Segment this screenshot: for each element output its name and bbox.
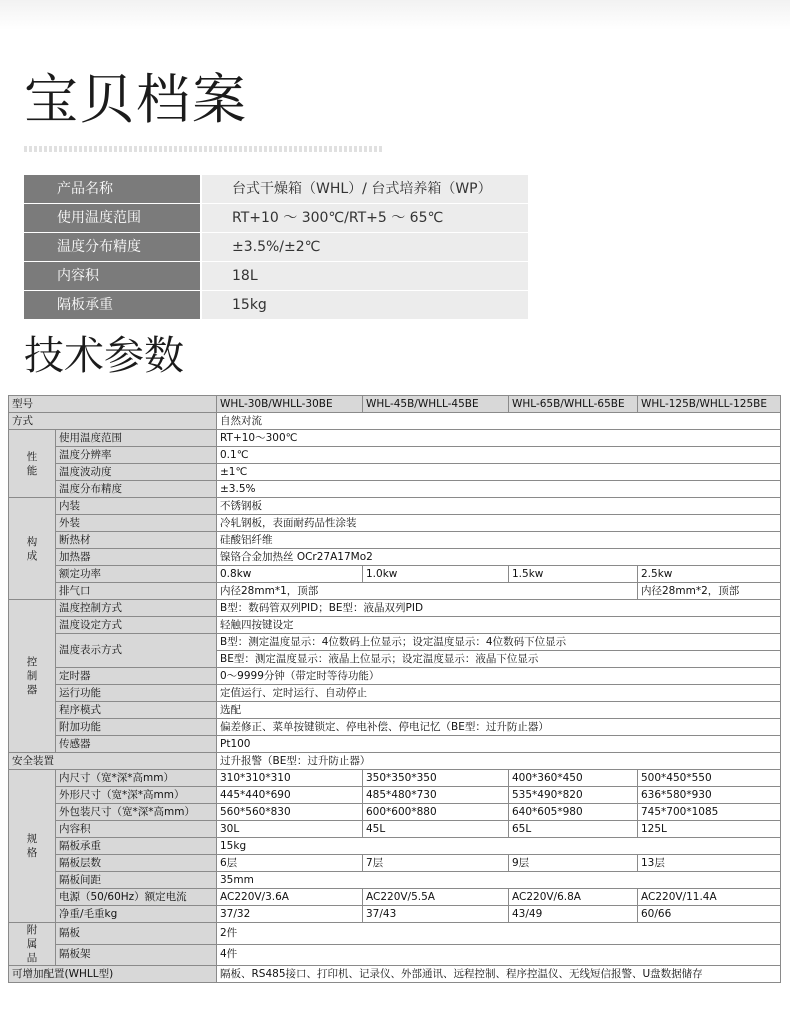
cell-value: 45L — [363, 821, 509, 838]
row-label: 方式 — [9, 413, 217, 430]
archive-label: 温度分布精度 — [24, 233, 200, 261]
row-label: 传感器 — [56, 736, 217, 753]
cell-value: AC220V/3.6A — [217, 889, 363, 906]
archive-row-shelf-load — [24, 291, 528, 319]
model-header-label: 型号 — [9, 396, 217, 413]
title-underline-decoration — [24, 146, 384, 152]
cell-value: 640*605*980 — [509, 804, 638, 821]
row-value: RT+10～300℃ — [217, 430, 781, 447]
table-row — [9, 498, 781, 515]
row-label: 电源（50/60Hz）额定电流 — [56, 889, 217, 906]
cell-value: 65L — [509, 821, 638, 838]
row-label: 温度控制方式 — [56, 600, 217, 617]
table-row — [9, 549, 781, 566]
row-label: 隔板 — [56, 923, 217, 945]
row-value: 0.1℃ — [217, 447, 781, 464]
cell-value: 43/49 — [509, 906, 638, 923]
table-row — [9, 753, 781, 770]
cell-value: 535*490*820 — [509, 787, 638, 804]
table-row — [9, 736, 781, 753]
row-label: 外装 — [56, 515, 217, 532]
row-value: 过升报警（BE型：过升防止器） — [217, 753, 781, 770]
cell-value: 37/43 — [363, 906, 509, 923]
archive-label: 内容积 — [24, 262, 200, 290]
table-row — [9, 668, 781, 685]
row-label: 温度设定方式 — [56, 617, 217, 634]
cell-value: 6层 — [217, 855, 363, 872]
table-row — [9, 600, 781, 617]
group-label: 构 成 — [9, 498, 56, 600]
table-row — [9, 770, 781, 787]
row-value: B型：数码管双列PID；BE型：液晶双列PID — [217, 600, 781, 617]
row-value: 不锈钢板 — [217, 498, 781, 515]
row-value: B型：测定温度显示：4位数码上位显示；设定温度显示：4位数码下位显示 — [217, 634, 781, 651]
group-label: 性 能 — [9, 430, 56, 498]
cell-value: 560*560*830 — [217, 804, 363, 821]
row-value: 轻触四按键设定 — [217, 617, 781, 634]
row-value: 35mm — [217, 872, 781, 889]
cell-value: 445*440*690 — [217, 787, 363, 804]
model-header: WHL-30B/WHLL-30BE — [217, 396, 363, 413]
row-label: 隔板层数 — [56, 855, 217, 872]
archive-row-temp-range — [24, 204, 528, 232]
table-row — [9, 855, 781, 872]
row-label: 内容积 — [56, 821, 217, 838]
model-header: WHL-125B/WHLL-125BE — [638, 396, 781, 413]
archive-value: 15kg — [202, 291, 528, 319]
table-row — [9, 821, 781, 838]
cell-value: 350*350*350 — [363, 770, 509, 787]
row-value: 0～9999分钟（带定时等待功能） — [217, 668, 781, 685]
model-header: WHL-45B/WHLL-45BE — [363, 396, 509, 413]
cell-value: 7层 — [363, 855, 509, 872]
row-label: 额定功率 — [56, 566, 217, 583]
row-label: 温度分辨率 — [56, 447, 217, 464]
archive-value: 18L — [202, 262, 528, 290]
row-label: 排气口 — [56, 583, 217, 600]
archive-value: RT+10 ～ 300℃/RT+5 ～ 65℃ — [202, 204, 528, 232]
row-label: 外形尺寸（宽*深*高mm） — [56, 787, 217, 804]
cell-value: 0.8kw — [217, 566, 363, 583]
row-label: 温度波动度 — [56, 464, 217, 481]
cell-value: 1.0kw — [363, 566, 509, 583]
cell-value: 60/66 — [638, 906, 781, 923]
row-label: 安全装置 — [9, 753, 217, 770]
row-value: 隔板、RS485接口、打印机、记录仪、外部通讯、远程控制、程序控温仪、无线短信报警、U盘数据储存 — [217, 966, 781, 983]
table-row — [9, 872, 781, 889]
cell-value: 500*450*550 — [638, 770, 781, 787]
archive-table — [24, 175, 528, 320]
table-row — [9, 906, 781, 923]
table-row — [9, 966, 781, 983]
cell-value: 13层 — [638, 855, 781, 872]
row-label: 温度分布精度 — [56, 481, 217, 498]
group-label: 规 格 — [9, 770, 56, 923]
row-value: ±3.5% — [217, 481, 781, 498]
cell-value: 1.5kw — [509, 566, 638, 583]
cell-value: 9层 — [509, 855, 638, 872]
cell-value: 125L — [638, 821, 781, 838]
cell-value: 2.5kw — [638, 566, 781, 583]
table-row — [9, 889, 781, 906]
tech-title: 技术参数 — [24, 333, 184, 379]
table-row — [9, 944, 781, 966]
cell-value: 310*310*310 — [217, 770, 363, 787]
row-label: 隔板间距 — [56, 872, 217, 889]
table-row — [9, 396, 781, 413]
table-row — [9, 719, 781, 736]
cell-value: AC220V/6.8A — [509, 889, 638, 906]
cell-value: 485*480*730 — [363, 787, 509, 804]
row-value: 偏差修正、菜单按键锁定、停电补偿、停电记忆（BE型：过升防止器） — [217, 719, 781, 736]
row-value: 选配 — [217, 702, 781, 719]
row-label: 内装 — [56, 498, 217, 515]
row-value: 15kg — [217, 838, 781, 855]
row-label: 隔板承重 — [56, 838, 217, 855]
table-row — [9, 532, 781, 549]
row-value: 硅酸铝纤维 — [217, 532, 781, 549]
archive-label: 隔板承重 — [24, 291, 200, 319]
table-row — [9, 515, 781, 532]
table-row — [9, 923, 781, 945]
table-row — [9, 413, 781, 430]
archive-label: 产品名称 — [24, 175, 200, 203]
row-label: 加热器 — [56, 549, 217, 566]
table-row — [9, 838, 781, 855]
row-label: 温度表示方式 — [56, 634, 217, 668]
row-value: 定值运行、定时运行、自动停止 — [217, 685, 781, 702]
row-value: 4件 — [217, 944, 781, 966]
row-value: ±1℃ — [217, 464, 781, 481]
table-row — [9, 702, 781, 719]
group-label: 控 制 器 — [9, 600, 56, 753]
table-row — [9, 617, 781, 634]
row-label: 断热材 — [56, 532, 217, 549]
table-row — [9, 481, 781, 498]
archive-row-volume — [24, 262, 528, 290]
cell-value: 30L — [217, 821, 363, 838]
table-row — [9, 583, 781, 600]
table-row — [9, 566, 781, 583]
archive-title: 宝贝档案 — [24, 68, 248, 131]
row-label: 附加功能 — [56, 719, 217, 736]
table-row — [9, 804, 781, 821]
archive-value: ±3.5%/±2℃ — [202, 233, 528, 261]
table-row — [9, 447, 781, 464]
spec-table — [8, 395, 781, 983]
table-row — [9, 685, 781, 702]
row-label: 程序模式 — [56, 702, 217, 719]
cell-value: 400*360*450 — [509, 770, 638, 787]
cell-value: 内径28mm*2，顶部 — [638, 583, 781, 600]
row-label: 使用温度范围 — [56, 430, 217, 447]
row-label: 定时器 — [56, 668, 217, 685]
cell-value: 内径28mm*1，顶部 — [217, 583, 638, 600]
table-row — [9, 634, 781, 651]
row-value: 自然对流 — [217, 413, 781, 430]
cell-value: 745*700*1085 — [638, 804, 781, 821]
table-row — [9, 430, 781, 447]
group-label: 附 属 品 — [9, 923, 56, 966]
model-header: WHL-65B/WHLL-65BE — [509, 396, 638, 413]
row-value: 镍铬合金加热丝 OCr27A17Mo2 — [217, 549, 781, 566]
row-value: BE型：测定温度显示：液晶上位显示；设定温度显示：液晶下位显示 — [217, 651, 781, 668]
cell-value: AC220V/11.4A — [638, 889, 781, 906]
row-label: 可增加配置(WHLL型) — [9, 966, 217, 983]
table-row — [9, 787, 781, 804]
row-label: 净重/毛重kg — [56, 906, 217, 923]
archive-row-name — [24, 175, 528, 203]
archive-row-temp-accuracy — [24, 233, 528, 261]
cell-value: AC220V/5.5A — [363, 889, 509, 906]
row-label: 外包装尺寸（宽*深*高mm） — [56, 804, 217, 821]
row-value: 冷轧钢板，表面耐药品性涂装 — [217, 515, 781, 532]
cell-value: 37/32 — [217, 906, 363, 923]
table-row — [9, 464, 781, 481]
row-label: 运行功能 — [56, 685, 217, 702]
top-gradient-bar — [0, 0, 790, 30]
archive-label: 使用温度范围 — [24, 204, 200, 232]
archive-value: 台式干燥箱（WHL）/ 台式培养箱（WP） — [202, 175, 528, 203]
row-value: Pt100 — [217, 736, 781, 753]
row-label: 隔板架 — [56, 944, 217, 966]
cell-value: 636*580*930 — [638, 787, 781, 804]
row-value: 2件 — [217, 923, 781, 945]
row-label: 内尺寸（宽*深*高mm） — [56, 770, 217, 787]
cell-value: 600*600*880 — [363, 804, 509, 821]
